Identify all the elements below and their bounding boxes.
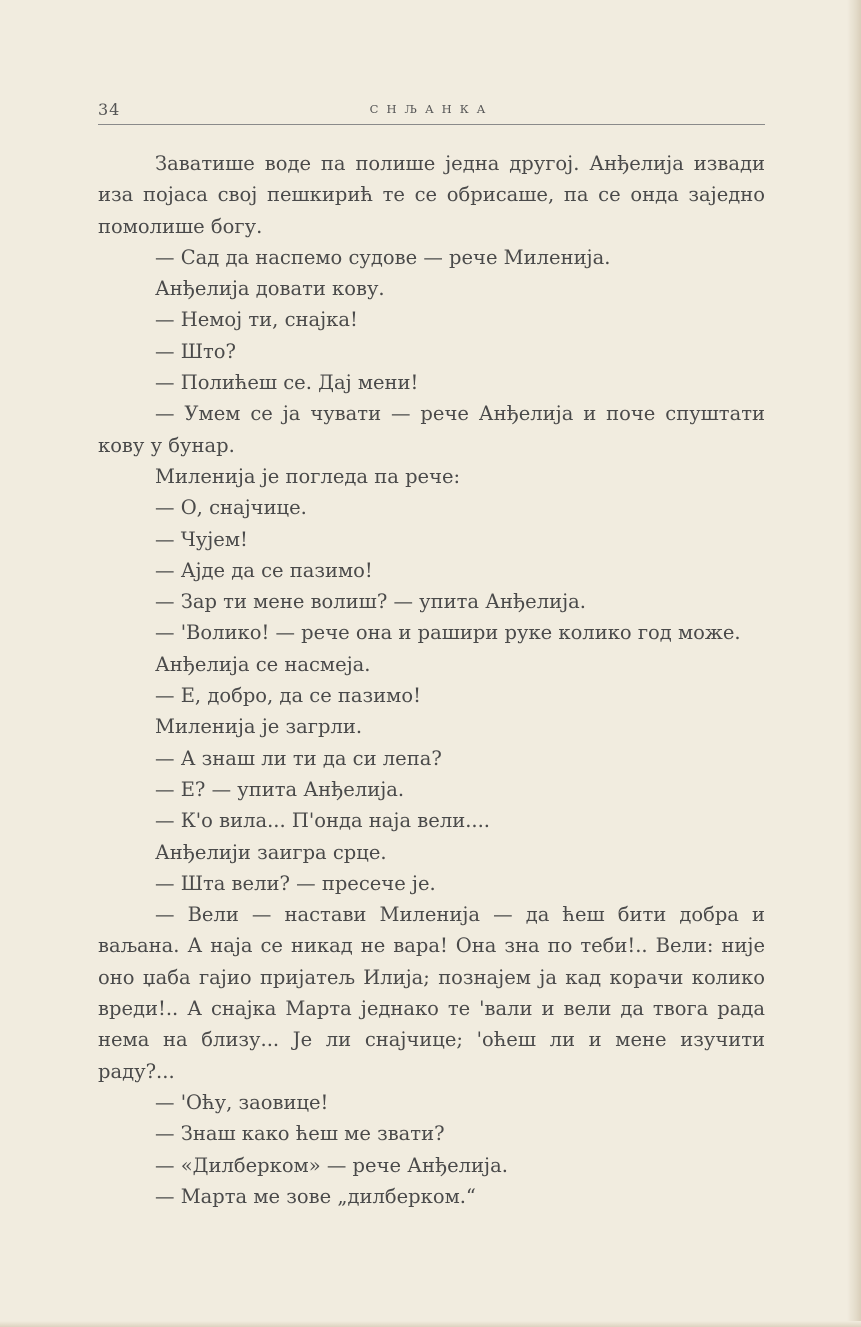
paragraph: Миленија је загрли. (155, 715, 363, 739)
paragraph: Анђелија довати кову. (155, 277, 385, 301)
dialogue-line: — Вели — настави Миленија — да ћеш бити добра и ваљана. А наја се никад не вара! Она зна по теби!.. Вели: није оно џаба гајио пријатељ Илија; познајем ја кад корачи колико вреди!.. А снајка Марта једнако те 'вали и вели да твога рада нема на близу... Је ли снајчице; 'оћеш ли и мене изучити раду?... (98, 903, 765, 1083)
page-edge (847, 0, 861, 1327)
dialogue-line: — Сад да наспемо судове — рече Миленија. (155, 245, 611, 269)
dialogue-line: — К'о вила... П'онда наја вели.... (155, 809, 490, 833)
dialogue-line: — «Дилберком» — рече Анђелија. (155, 1153, 508, 1177)
dialogue-line: — Марта ме зове „дилберком.“ (155, 1184, 476, 1208)
dialogue-line: — Е? — упита Анђелија. (155, 777, 405, 801)
dialogue-line: — Што? (155, 339, 236, 363)
dialogue-line: — Зар ти мене волиш? — упита Анђелија. (155, 590, 586, 614)
dialogue-line: — Ајде да се пазимо! (155, 558, 373, 582)
page-number: 34 (98, 100, 121, 119)
dialogue-line: — Полићеш се. Дај мени! (155, 371, 419, 395)
paragraph: Анђелија се насмеја. (155, 652, 371, 676)
dialogue-line: — А знаш ли ти да си лепа? (155, 746, 442, 770)
body-text (98, 148, 765, 1212)
page-edge-bottom (0, 1321, 861, 1327)
dialogue-line: — Чујем! (155, 527, 248, 551)
page-header (98, 98, 765, 125)
dialogue-line: — Шта вели? — пресече је. (155, 871, 436, 895)
dialogue-line: — Немој ти, снајка! (155, 308, 358, 332)
dialogue-line: — Знаш како ћеш ме звати? (155, 1122, 445, 1146)
paragraph: Миленија је погледа па рече: (155, 464, 461, 488)
dialogue-line: — 'Оћу, заовице! (155, 1090, 329, 1114)
running-title: СНЉАНКА (369, 102, 494, 116)
dialogue-line: — 'Волико! — рече она и рашири руке колико год може. (155, 621, 741, 645)
paragraph: Анђелији заигра срце. (155, 840, 387, 864)
dialogue-line: — Е, добро, да се пазимо! (155, 684, 421, 708)
dialogue-line: — О, снајчице. (155, 496, 307, 520)
paragraph: Заватише воде па полише једна другој. Анђелија извади иза појаса свој пешкирић те се обрисаше, па се онда заједно помолише богу. (98, 152, 765, 238)
dialogue-line: — Умем се ја чувати — рече Анђелија и поче спуштати кову у бунар. (98, 402, 765, 457)
